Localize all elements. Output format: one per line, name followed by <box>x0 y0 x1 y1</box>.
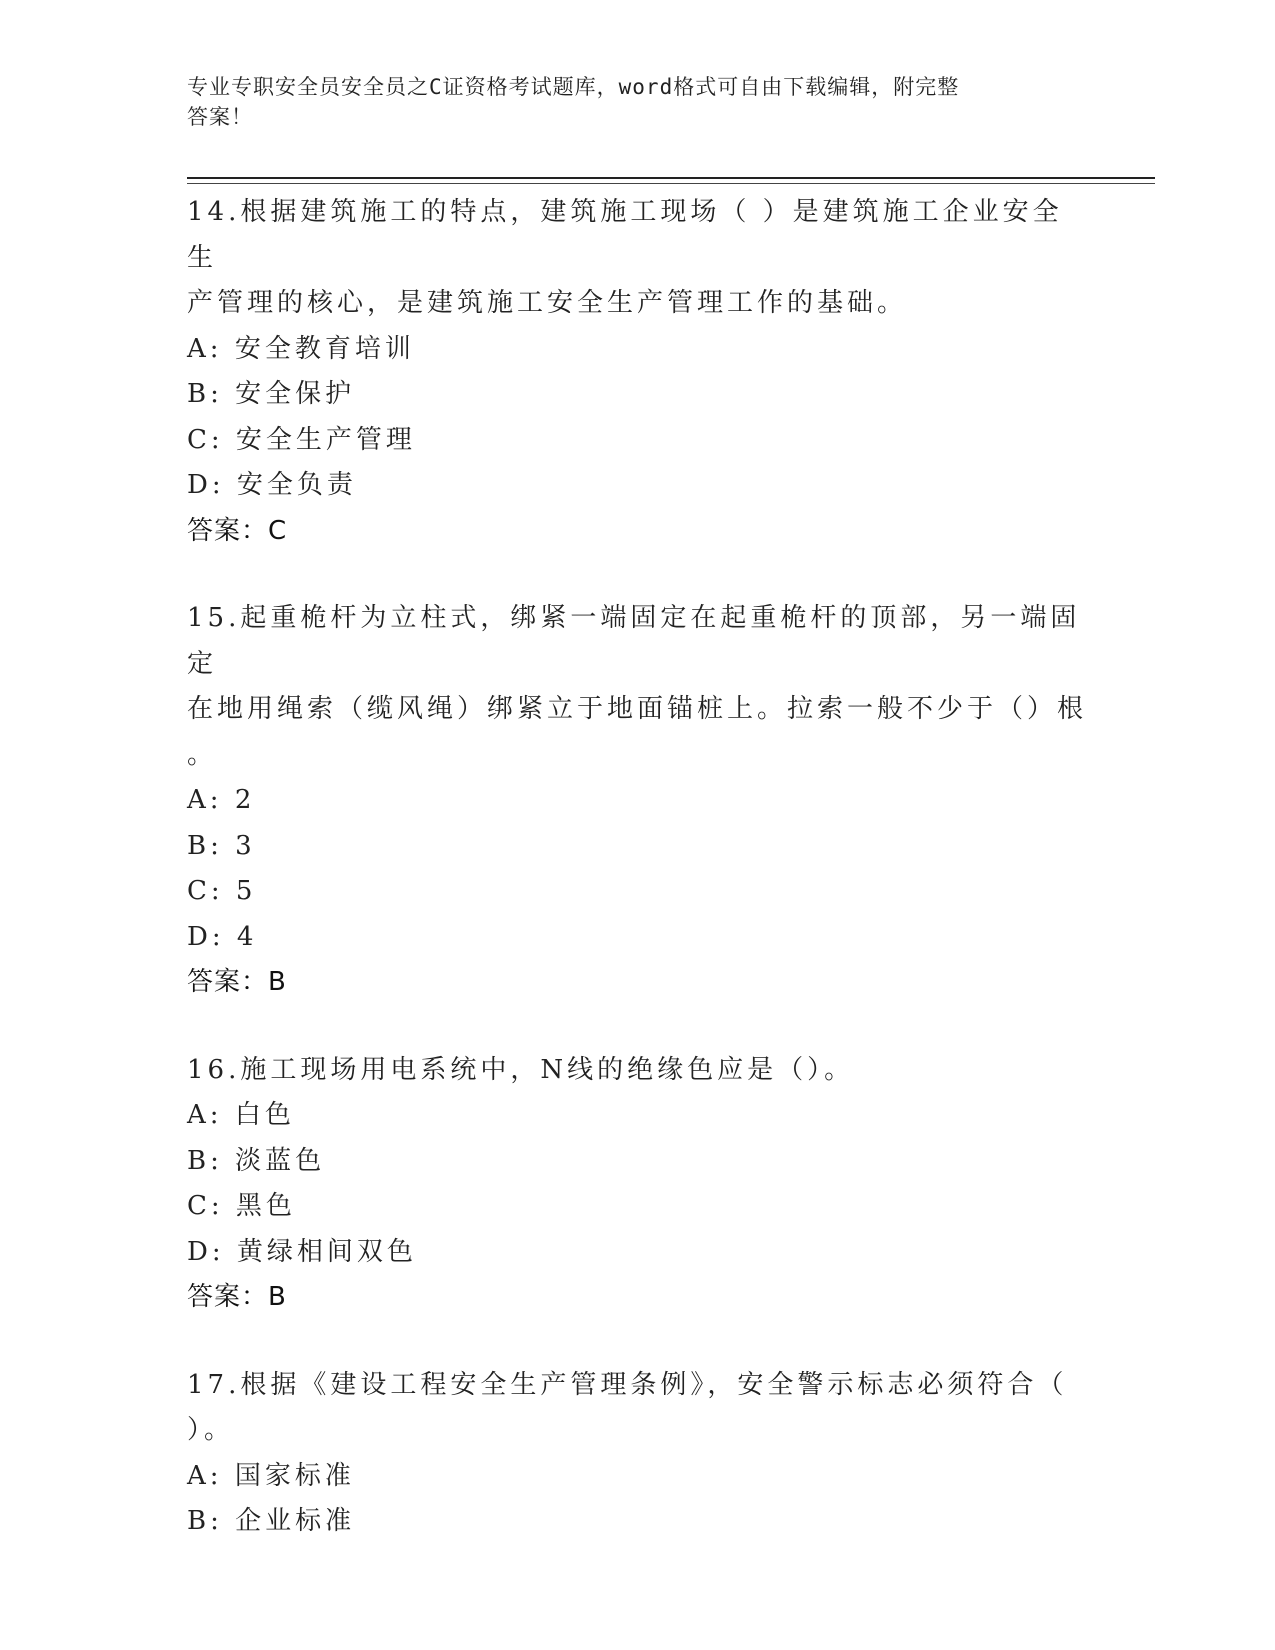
header-line-1: 专业专职安全员安全员之C证资格考试题库，word格式可自由下载编辑，附完整 <box>187 75 960 99</box>
option-text: 2 <box>234 785 256 815</box>
header-divider-thin <box>187 183 1155 184</box>
option-text: 黑色 <box>235 1191 296 1221</box>
option-a <box>187 1454 1087 1500</box>
option-c <box>187 869 1087 915</box>
option-text: 淡蓝色 <box>235 1145 326 1176</box>
option-text: 安全教育培训 <box>234 333 415 364</box>
header-divider-thick <box>187 177 1155 179</box>
option-a <box>187 778 1087 824</box>
option-text: 国家标准 <box>234 1460 355 1491</box>
option-d <box>187 915 1087 961</box>
answer-label: 答案：B <box>187 1282 287 1312</box>
option-letter: B: <box>187 1506 223 1536</box>
question-14 <box>187 190 1087 554</box>
option-text: 安全保护 <box>235 379 356 409</box>
question-list <box>187 190 1087 1587</box>
option-letter: C: <box>187 1191 224 1221</box>
option-letter: B: <box>187 379 223 409</box>
question-16 <box>187 1048 1087 1321</box>
option-c <box>187 1184 1087 1230</box>
document-header <box>187 72 1067 132</box>
option-text: 安全生产管理 <box>235 424 416 455</box>
question-stem-line: ）。 <box>187 1415 235 1445</box>
option-d <box>187 1230 1087 1276</box>
option-letter: A: <box>187 785 223 815</box>
question-17 <box>187 1363 1087 1545</box>
option-text: 黄绿相间双色 <box>236 1236 417 1267</box>
question-stem-line: 17.根据《建设工程安全生产管理条例》，安全警示标志必须符合（ <box>187 1369 1068 1400</box>
option-text: 企业标准 <box>235 1506 356 1536</box>
question-stem-line: 14.根据建筑施工的特点，建筑施工现场（ ）是建筑施工企业安全生 <box>187 197 1063 273</box>
header-line-2: 答案！ <box>187 105 253 129</box>
option-text: 3 <box>235 830 256 861</box>
option-letter: D: <box>187 1236 225 1267</box>
option-letter: D: <box>187 470 225 500</box>
question-stem-line: 产管理的核心，是建筑施工安全生产管理工作的基础。 <box>187 288 908 318</box>
option-letter: A: <box>187 1100 223 1130</box>
option-b <box>187 372 1087 418</box>
option-text: 安全负责 <box>236 470 357 500</box>
question-stem-line: 。 <box>187 739 218 770</box>
option-letter: C: <box>187 424 224 455</box>
question-15 <box>187 596 1087 1006</box>
question-stem-line: 15.起重桅杆为立柱式，绑紧一端固定在起重桅杆的顶部，另一端固定 <box>187 603 1081 679</box>
option-letter: B: <box>187 830 223 861</box>
answer-label: 答案：C <box>187 515 288 546</box>
option-b <box>187 1139 1087 1185</box>
option-letter: D: <box>187 921 225 952</box>
answer-label: 答案：B <box>187 967 287 997</box>
option-letter: B: <box>187 1145 223 1176</box>
option-b <box>187 1499 1087 1545</box>
option-letter: C: <box>187 876 224 906</box>
option-letter: A: <box>187 1460 223 1491</box>
option-a <box>187 1093 1087 1139</box>
option-text: 5 <box>235 876 257 906</box>
question-stem-line: 在地用绳索（缆风绳）绑紧立于地面锚桩上。拉索一般不少于（）根 <box>187 694 1088 724</box>
option-letter: A: <box>187 333 223 364</box>
question-stem-line: 16.施工现场用电系统中，N线的绝缘色应是（）。 <box>187 1054 855 1085</box>
option-b <box>187 824 1087 870</box>
option-c <box>187 418 1087 464</box>
option-text: 白色 <box>234 1100 295 1130</box>
option-a <box>187 327 1087 373</box>
option-d <box>187 463 1087 509</box>
option-text: 4 <box>236 921 258 952</box>
